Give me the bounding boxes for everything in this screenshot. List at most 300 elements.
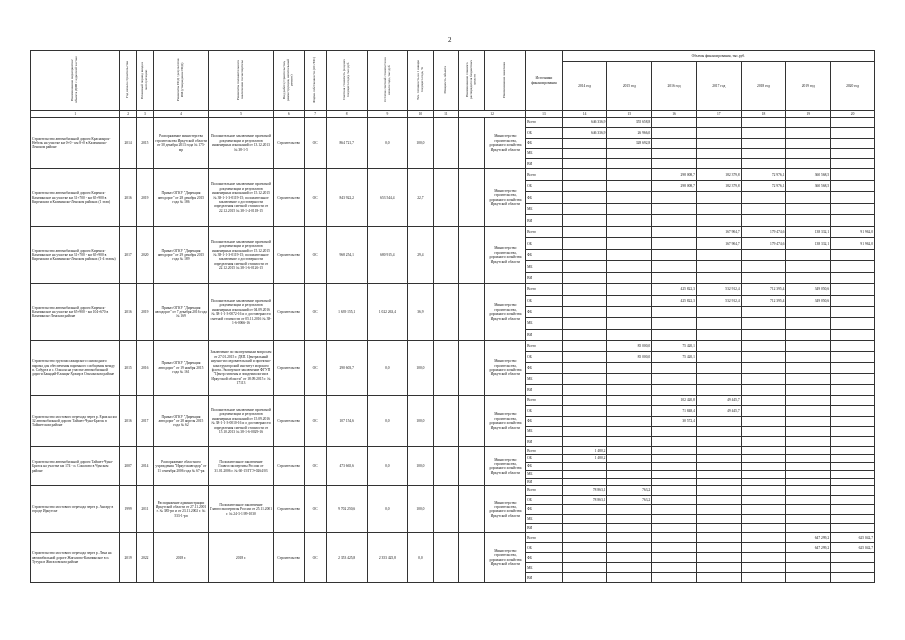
- funding-value: [562, 272, 607, 284]
- header-name: Наименование мероприятия/объекта ДИП с адресной частью: [31, 51, 120, 111]
- funding-source: ФБ: [526, 249, 563, 261]
- funding-source: ФБ: [526, 416, 563, 426]
- funding-value: [652, 307, 697, 318]
- funding-source: ВИ: [526, 478, 563, 486]
- object-name: Строительство автомобильной дороги Киренск-Казачинское на участке км 65+900 - км 104+670 в Казачинско-Ленском районе: [31, 284, 120, 340]
- customer: Министерство строительства, дорожного хозяйства Иркутской области: [485, 169, 526, 227]
- funding-value: 349 050,6: [786, 295, 831, 306]
- funding-value: [696, 463, 741, 471]
- funding-value: [562, 416, 607, 426]
- funding-value: [652, 563, 697, 573]
- funding-value: [696, 437, 741, 447]
- funding-value: [831, 180, 875, 192]
- funding-value: 179 474,6: [741, 238, 786, 250]
- funding-source: МБ: [526, 470, 563, 478]
- funding-value: [741, 138, 786, 148]
- remaining-cost: 1 022 263,4: [367, 284, 408, 340]
- funding-value: [562, 406, 607, 416]
- funding-value: [607, 426, 652, 436]
- table-body: [31, 118, 875, 583]
- psd-details: Приказ ОГКУ "Дирекция автодорог" от 28 апреля 2015 года № 62: [154, 395, 209, 446]
- funding-value: [786, 138, 831, 148]
- table-row: [31, 118, 875, 128]
- funding-value: [562, 226, 607, 238]
- funding-value: [741, 148, 786, 158]
- year-2018: 2018 год: [741, 62, 786, 111]
- funding-value: [696, 505, 741, 514]
- table-row: [31, 284, 875, 295]
- funding-value: [652, 486, 697, 495]
- funding-value: [786, 495, 831, 504]
- funding-source: ВИ: [526, 384, 563, 395]
- funding-value: [831, 416, 875, 426]
- funding-value: [607, 514, 652, 523]
- expertise-details: Заключение по экспертизным вопросам от 27.01.2015 г. ДЕП. Центральный научно-исследовательский и проектно-конструкторский институт морского флота. Экспертное заключение ФГУП "Центр гигиены и эпидемиологии в Иркутской области" от 18.09.2015 г. № 17113: [208, 340, 273, 395]
- funding-value: [652, 238, 697, 250]
- funding-value: [652, 373, 697, 384]
- funding-value: [741, 553, 786, 563]
- capacity: [433, 447, 458, 486]
- funding-source: ОБ: [526, 128, 563, 138]
- funding-value: [607, 553, 652, 563]
- funding-value: [831, 524, 875, 533]
- funding-value: [652, 226, 697, 238]
- remaining-cost: 0,0: [367, 486, 408, 533]
- funding-value: [696, 533, 741, 543]
- funding-value: [562, 261, 607, 273]
- remaining-cost: 680 915,4: [367, 226, 408, 284]
- funding-value: [562, 470, 607, 478]
- funding-value: [741, 524, 786, 533]
- funding-value: 71 848,4: [652, 406, 697, 416]
- funding-value: [786, 563, 831, 573]
- funding-value: 360 568,5: [786, 169, 831, 181]
- table-row: [31, 395, 875, 405]
- funding-value: [831, 437, 875, 447]
- funding-value: [696, 470, 741, 478]
- funding-value: [562, 533, 607, 543]
- funding-value: [652, 272, 697, 284]
- end-year: 2019: [136, 284, 153, 340]
- funding-value: 72 976,1: [741, 180, 786, 192]
- main-manager: [459, 486, 485, 533]
- funding-value: [786, 159, 831, 169]
- expertise-details: Положительное заключение проектной документации и результатов инженерных изысканий от 15.09.2016 № 38-1-1-3-0010-16 и о достоверности определения сметной стоимости от 15.10.2013 № 38-1-6-0029-16: [208, 395, 273, 446]
- funding-source: ФБ: [526, 553, 563, 563]
- funding-value: [696, 148, 741, 158]
- funding-value: 75 420,1: [652, 340, 697, 351]
- funding-value: [831, 573, 875, 583]
- funding-value: [652, 362, 697, 373]
- funding-value: [652, 533, 697, 543]
- funding-value: [607, 470, 652, 478]
- funding-value: [607, 447, 652, 455]
- funding-value: [696, 118, 741, 128]
- capacity: [433, 118, 458, 169]
- funding-value: 26 966,0: [607, 128, 652, 138]
- funding-source: Всего: [526, 447, 563, 455]
- funding-value: [831, 514, 875, 523]
- funding-value: 646 336,9: [562, 118, 607, 128]
- funding-value: [831, 284, 875, 295]
- customer: Министерство строительства, дорожного хозяйства Иркутской области: [485, 447, 526, 486]
- funding-value: [607, 192, 652, 204]
- funding-value: 763,2: [607, 486, 652, 495]
- funding-value: 712 395,4: [741, 284, 786, 295]
- estimated-cost: 968 254,1: [326, 226, 367, 284]
- funding-value: [741, 215, 786, 227]
- funding-source: ВИ: [526, 524, 563, 533]
- funding-value: [607, 180, 652, 192]
- funding-value: [652, 249, 697, 261]
- funding-value: [831, 486, 875, 495]
- remaining-cost: 2 353 425,8: [367, 533, 408, 583]
- end-year: 2014: [136, 447, 153, 486]
- funding-value: [831, 203, 875, 215]
- remaining-cost: 0,0: [367, 395, 408, 446]
- customer: Министерство строительства, дорожного хозяйства Иркутской области: [485, 284, 526, 340]
- work-type: Строительство: [274, 226, 305, 284]
- funding-value: [607, 406, 652, 416]
- funding-value: [696, 203, 741, 215]
- funding-value: [786, 272, 831, 284]
- year-2020: 2020 год: [831, 62, 875, 111]
- funding-value: 532 912,4: [696, 284, 741, 295]
- funding-value: [696, 563, 741, 573]
- header-end: Плановый период ввода в эксплуатацию: [136, 51, 153, 111]
- funding-value: [741, 318, 786, 329]
- funding-source: МБ: [526, 514, 563, 523]
- funding-value: [562, 215, 607, 227]
- customer: Министерство строительства, дорожного хозяйства Иркутской области: [485, 226, 526, 284]
- funding-value: 85 000,0: [607, 340, 652, 351]
- remaining-cost: 653 544,4: [367, 169, 408, 227]
- funding-value: [652, 215, 697, 227]
- funding-value: [831, 169, 875, 181]
- work-type: Строительство: [274, 486, 305, 533]
- funding-value: [696, 159, 741, 169]
- funding-value: 1 480,2: [562, 455, 607, 463]
- header-cost: Сметная стоимость (в ценах текущего года), тыс.руб: [326, 51, 367, 111]
- funding-value: 425 822,3: [652, 295, 697, 306]
- funding-source: МБ: [526, 563, 563, 573]
- funding-value: [741, 329, 786, 340]
- funding-value: 91 962,0: [831, 238, 875, 250]
- funding-source: Всего: [526, 395, 563, 405]
- psd-details: Приказ ОГКУ "Дирекция автодорог" от 7 декабря 2016 года № 169: [154, 284, 209, 340]
- funding-value: [652, 463, 697, 471]
- funding-value: [696, 362, 741, 373]
- end-year: 2020: [136, 226, 153, 284]
- funding-value: [607, 395, 652, 405]
- funding-source: Всего: [526, 486, 563, 495]
- funding-value: [786, 203, 831, 215]
- funding-value: [741, 416, 786, 426]
- funding-value: [741, 470, 786, 478]
- funding-value: 30 572,4: [652, 416, 697, 426]
- main-manager: [459, 284, 485, 340]
- funding-value: [562, 138, 607, 148]
- funding-value: [831, 148, 875, 158]
- funding-value: [831, 455, 875, 463]
- psd-details: Приказ ОГКУ "Дирекция автодорог" от 19 ноября 2015 года № 161: [154, 340, 209, 395]
- funding-value: 1 480,2: [562, 447, 607, 455]
- main-manager: [459, 118, 485, 169]
- funding-value: [741, 362, 786, 373]
- funding-value: [607, 524, 652, 533]
- readiness: 100,0: [408, 395, 433, 446]
- header-gp: Наименование главного распорядителя бюджетных средств: [459, 51, 485, 111]
- funding-value: [741, 505, 786, 514]
- funding-value: [786, 426, 831, 436]
- funding-value: [607, 272, 652, 284]
- expertise-details: 2018 г.: [208, 533, 273, 583]
- funding-value: [786, 553, 831, 563]
- funding-value: [607, 318, 652, 329]
- header-rest: Остаток сметной стоимости на начало года, тыс.руб: [367, 51, 408, 111]
- start-year: 2016: [120, 395, 136, 446]
- funding-value: [741, 514, 786, 523]
- funding-value: [831, 362, 875, 373]
- end-year: 2017: [136, 395, 153, 446]
- work-type: Строительство: [274, 395, 305, 446]
- funding-source: ФБ: [526, 362, 563, 373]
- funding-value: [786, 505, 831, 514]
- funding-value: [562, 543, 607, 553]
- expertise-details: Положительное заключение проектной документации и результатов инженерных изысканий от 15.12.2015 № 38-1-1-3-0119-15; положительное заключение о достоверности определения сметной стоимости от 22.12.2015 № 38-1-4-0118-15: [208, 169, 273, 227]
- funding-value: [562, 340, 607, 351]
- funding-value: [652, 261, 697, 273]
- funding-source: МБ: [526, 426, 563, 436]
- funding-value: [652, 573, 697, 583]
- funding-source: ВИ: [526, 272, 563, 284]
- psd-details: Распоряжение областного учреждения "Иркутскавтодор" от 11 сентября 2006 года № 67-рк: [154, 447, 209, 486]
- funding-value: [831, 261, 875, 273]
- ownership: ОС: [304, 118, 326, 169]
- funding-value: [562, 238, 607, 250]
- readiness: 100,0: [408, 118, 433, 169]
- funding-value: [786, 470, 831, 478]
- start-year: 1999: [120, 486, 136, 533]
- funding-value: 360 568,5: [786, 180, 831, 192]
- work-type: Строительство: [274, 533, 305, 583]
- funding-value: [562, 148, 607, 158]
- start-year: 2019: [120, 533, 136, 583]
- ownership: ОС: [304, 486, 326, 533]
- funding-source: Всего: [526, 340, 563, 351]
- funding-value: [741, 340, 786, 351]
- header-sources: Источники финансирования: [526, 51, 563, 111]
- funding-value: [741, 395, 786, 405]
- customer: Министерство строительства, дорожного хозяйства Иркутской области: [485, 340, 526, 395]
- funding-value: [607, 329, 652, 340]
- funding-value: [696, 272, 741, 284]
- ownership: ОС: [304, 226, 326, 284]
- funding-value: 167 904,7: [696, 238, 741, 250]
- funding-value: [607, 284, 652, 295]
- funding-value: [562, 505, 607, 514]
- expertise-details: Положительное заключение проектной документации и результатов инженерных изысканий от 15.12.2015 № 38-1-1-3-0119-15; положительное заключение о достоверности определения сметной стоимости от 22.12.2015 № 38-1-6-0126-15: [208, 226, 273, 284]
- object-name: Строительство мостового перехода через р. Лена на автомобильной дороге Жигалово-Казачинское в п. Тутура в Жигаловском районе: [31, 533, 120, 583]
- readiness: 22,7: [408, 169, 433, 227]
- end-year: 2022: [136, 533, 153, 583]
- funding-value: [741, 447, 786, 455]
- funding-value: 298 008,7: [652, 169, 697, 181]
- funding-value: [562, 192, 607, 204]
- funding-value: [696, 495, 741, 504]
- funding-value: [652, 553, 697, 563]
- funding-value: [831, 272, 875, 284]
- funding-value: [831, 505, 875, 514]
- psd-details: Приказ ОГКУ "Дирекция автодорог" от 28 декабря 2015 года № 186: [154, 169, 209, 227]
- funding-value: [607, 307, 652, 318]
- object-name: Строительство автомобильной дороги Киренск-Казачинское на участке км 31+700 - км 65+900 в Киренском и Казачинско-Ленском районах (1-4 этапы): [31, 226, 120, 284]
- funding-value: [786, 118, 831, 128]
- psd-details: Распоряжение администрации Иркутской области от 27.11.2001 г. № 385-рп и от 23.11.2002 г. № 533-1-рп: [154, 486, 209, 533]
- main-manager: [459, 533, 485, 583]
- funding-value: [696, 307, 741, 318]
- funding-value: [562, 362, 607, 373]
- funding-value: [696, 138, 741, 148]
- funding-value: 78 863,1: [562, 486, 607, 495]
- ownership: ОС: [304, 533, 326, 583]
- funding-value: [741, 249, 786, 261]
- funding-value: [741, 455, 786, 463]
- ownership: ОС: [304, 340, 326, 395]
- funding-value: [741, 272, 786, 284]
- funding-value: [786, 215, 831, 227]
- funding-value: [741, 128, 786, 138]
- funding-value: 167 904,7: [696, 226, 741, 238]
- funding-value: [562, 203, 607, 215]
- funding-value: [786, 128, 831, 138]
- start-year: 2016: [120, 169, 136, 227]
- funding-value: [741, 573, 786, 583]
- funding-value: 102 420,8: [652, 395, 697, 405]
- funding-value: [831, 463, 875, 471]
- funding-value: [652, 495, 697, 504]
- funding-value: [562, 426, 607, 436]
- ownership: ОС: [304, 395, 326, 446]
- funding-value: [652, 329, 697, 340]
- funding-value: [786, 148, 831, 158]
- funding-value: [786, 455, 831, 463]
- funding-value: [741, 384, 786, 395]
- funding-value: [562, 180, 607, 192]
- funding-value: [607, 384, 652, 395]
- readiness: 100,0: [408, 447, 433, 486]
- funding-value: [786, 514, 831, 523]
- funding-source: ОБ: [526, 295, 563, 306]
- capacity: [433, 395, 458, 446]
- funding-value: [652, 505, 697, 514]
- funding-value: [652, 524, 697, 533]
- funding-value: [786, 261, 831, 273]
- funding-value: [831, 340, 875, 351]
- funding-value: [652, 514, 697, 523]
- funding-value: [607, 226, 652, 238]
- year-2015: 2015 год: [607, 62, 652, 111]
- funding-value: [831, 128, 875, 138]
- funding-value: [607, 261, 652, 273]
- psd-details: 2018 г.: [154, 533, 209, 583]
- funding-value: [831, 249, 875, 261]
- object-name: Строительство автомобильной дороги Киренск-Казачинское на участке км 31+700 - км 65+900 в Киренском и Казачинско-Ленском районах (1 этап): [31, 169, 120, 227]
- funding-value: [786, 249, 831, 261]
- funding-value: 328 692,8: [607, 138, 652, 148]
- funding-value: [562, 563, 607, 573]
- funding-value: [741, 351, 786, 362]
- funding-source: ОБ: [526, 543, 563, 553]
- header-ready: Тех. готовность на 1 января текущего года, %: [408, 51, 433, 111]
- funding-source: ФБ: [526, 463, 563, 471]
- funding-value: [831, 447, 875, 455]
- readiness: 100,0: [408, 340, 433, 395]
- funding-source: Всего: [526, 226, 563, 238]
- funding-value: [562, 573, 607, 583]
- funding-value: [786, 373, 831, 384]
- column-numbers-row: 1 2 3 4 5 6 7 8 9 10 11 12 13 14 15 16 17 18 19 20: [31, 111, 875, 118]
- funding-value: 625 042,7: [831, 533, 875, 543]
- capacity: [433, 169, 458, 227]
- funding-value: [562, 351, 607, 362]
- remaining-cost: 0,0: [367, 340, 408, 395]
- funding-value: [607, 463, 652, 471]
- funding-value: [562, 514, 607, 523]
- funding-value: [607, 563, 652, 573]
- readiness: 100,0: [408, 486, 433, 533]
- funding-value: [696, 351, 741, 362]
- funding-value: [831, 384, 875, 395]
- header-own: Форма собственности (ОС/МС): [304, 51, 326, 111]
- funding-value: [696, 329, 741, 340]
- funding-source: ФБ: [526, 307, 563, 318]
- capacity: [433, 284, 458, 340]
- funding-value: [696, 426, 741, 436]
- year-2014: 2014 год: [562, 62, 607, 111]
- funding-value: [786, 573, 831, 583]
- funding-source: ОБ: [526, 351, 563, 362]
- funding-value: [741, 426, 786, 436]
- start-year: 2014: [120, 118, 136, 169]
- capacity: [433, 226, 458, 284]
- funding-value: [607, 573, 652, 583]
- funding-value: [652, 159, 697, 169]
- remaining-cost: 0,0: [367, 118, 408, 169]
- customer: Министерство строительства, дорожного хозяйства Иркутской области: [485, 533, 526, 583]
- end-year: 2016: [136, 340, 153, 395]
- start-year: 2015: [120, 340, 136, 395]
- funding-value: 532 912,4: [696, 295, 741, 306]
- funding-value: [562, 318, 607, 329]
- funding-value: [741, 486, 786, 495]
- capacity: [433, 533, 458, 583]
- funding-value: [652, 128, 697, 138]
- funding-value: [696, 192, 741, 204]
- funding-value: [652, 318, 697, 329]
- funding-value: [696, 455, 741, 463]
- funding-value: 349 050,6: [786, 284, 831, 295]
- header-funding-title: Объемы финансирования, тыс.руб.: [562, 51, 874, 62]
- funding-value: [741, 373, 786, 384]
- funding-value: [562, 395, 607, 405]
- funding-value: [786, 524, 831, 533]
- table-row: [31, 340, 875, 351]
- funding-value: [786, 340, 831, 351]
- funding-source: ВИ: [526, 215, 563, 227]
- funding-source: Всего: [526, 533, 563, 543]
- readiness: 36,9: [408, 284, 433, 340]
